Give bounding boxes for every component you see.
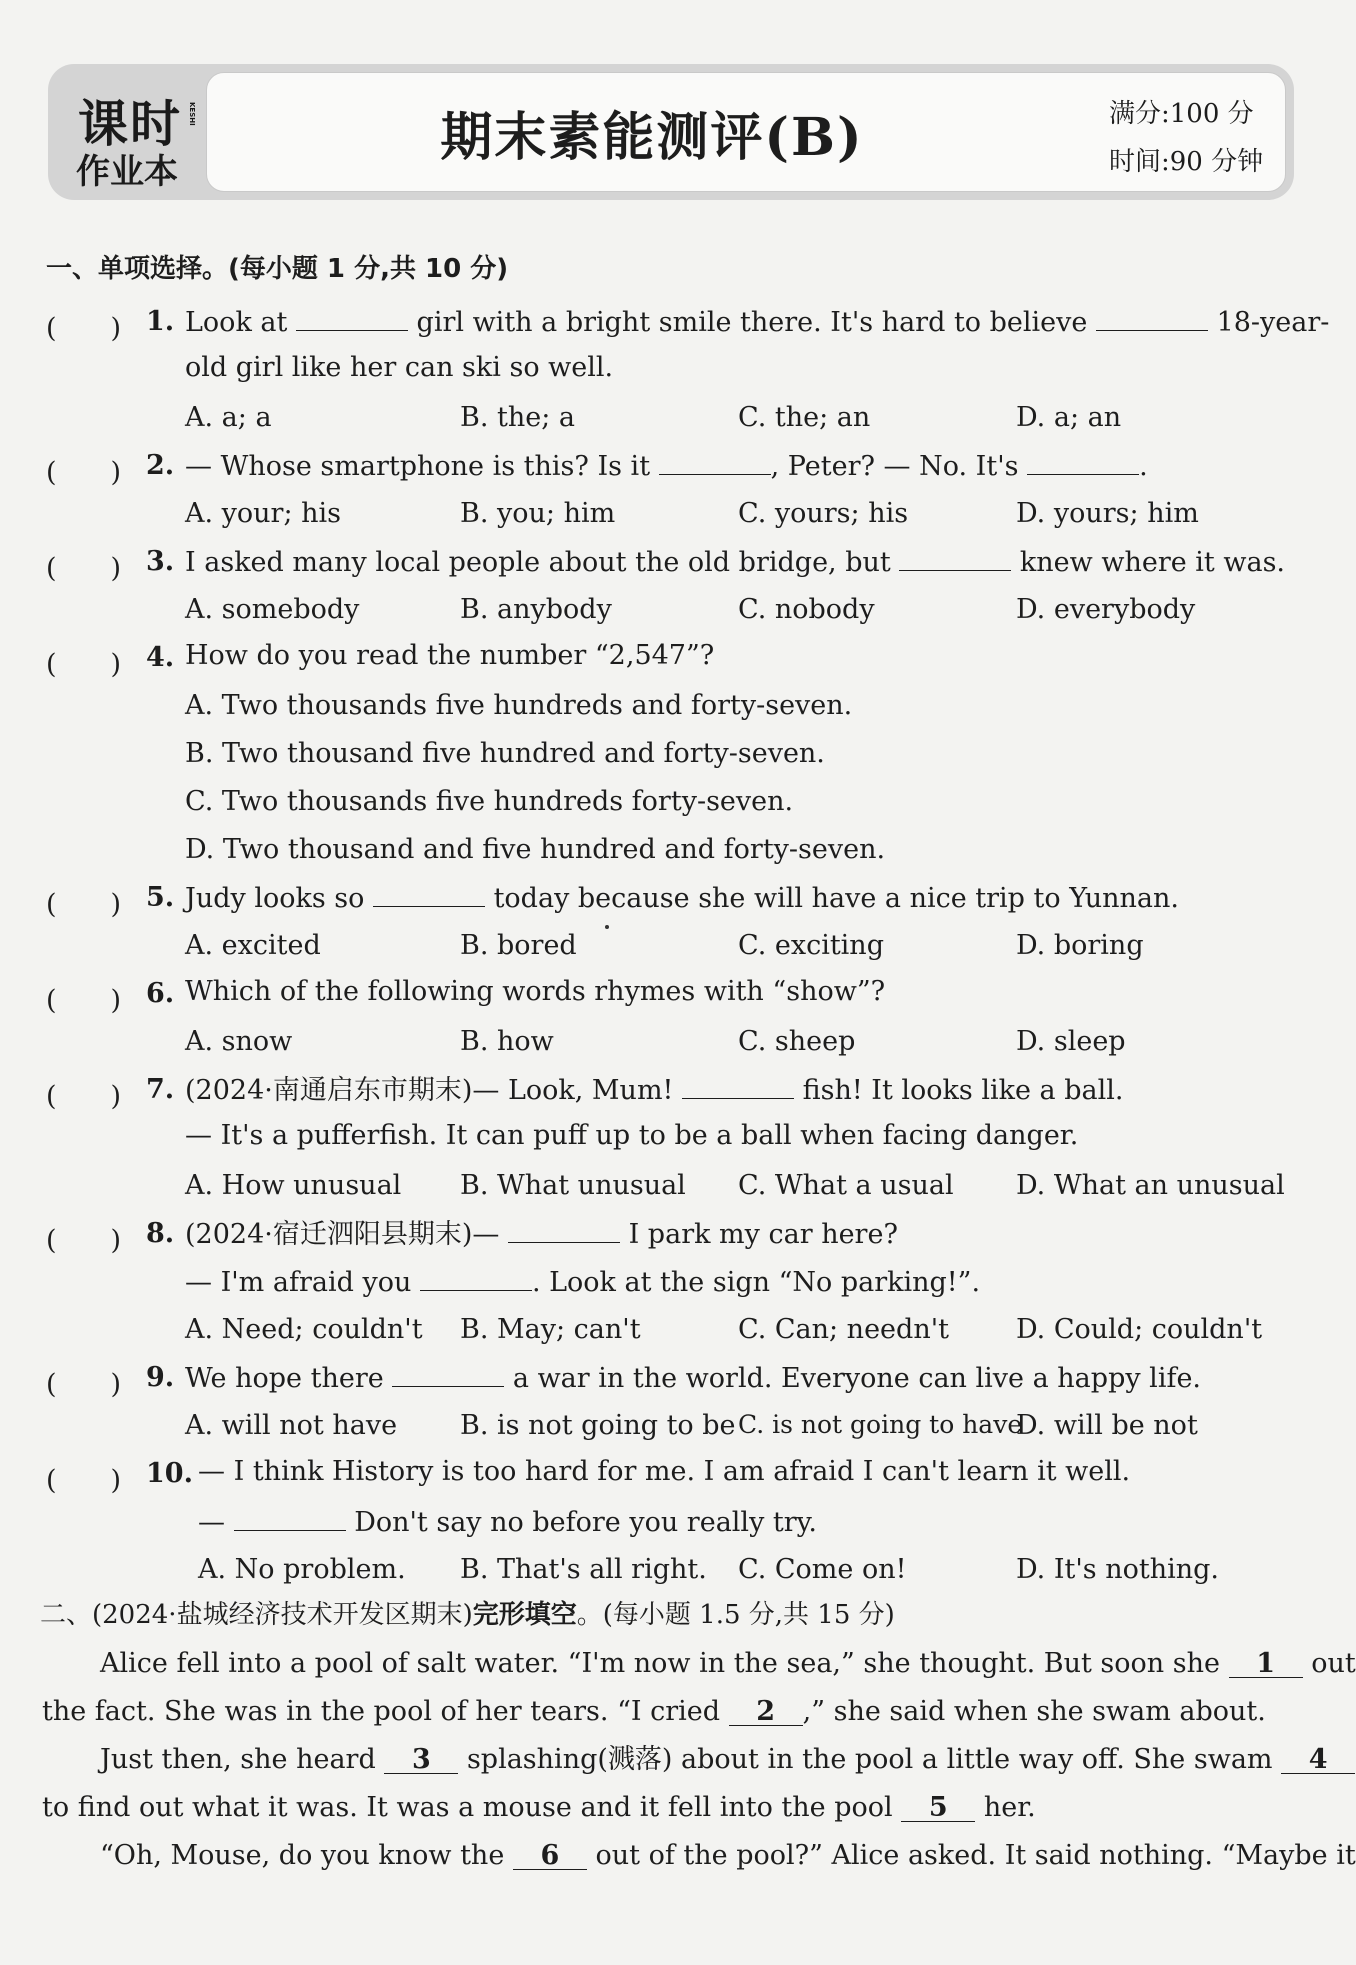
cloze-blank-6[interactable]: 6 xyxy=(513,1842,587,1870)
answer-blank[interactable] xyxy=(659,450,771,475)
option-c: C. yours; his xyxy=(738,498,909,529)
answer-paren[interactable]: ( ) xyxy=(46,1369,122,1400)
option-b: B. bored xyxy=(460,930,577,961)
answer-paren[interactable]: ( ) xyxy=(46,1081,122,1112)
option-a: A. No problem. xyxy=(198,1554,406,1585)
passage-text: to find out what it was. It was a mouse and it fell into the pool xyxy=(42,1792,893,1823)
question-text: — Whose smartphone is this? Is it xyxy=(185,451,651,482)
question-text: — I'm afraid you xyxy=(185,1267,412,1298)
option-c: C. Come on! xyxy=(738,1554,907,1585)
passage-text: her. xyxy=(983,1792,1036,1823)
option-b: B. the; a xyxy=(460,402,576,433)
passage-p2-line-1 xyxy=(100,1746,1355,1774)
cloze-blank-4[interactable]: 4 xyxy=(1281,1746,1355,1774)
option-b: B. anybody xyxy=(460,594,612,625)
answer-blank[interactable] xyxy=(1027,450,1139,475)
section-2-source: 二、(2024·盐城经济技术开发区期末) xyxy=(40,1600,473,1630)
option-a: A. somebody xyxy=(185,594,360,625)
passage-text: ,” she said when she swam about. xyxy=(802,1696,1266,1727)
question-text: We hope there xyxy=(185,1363,384,1394)
option-c: C. What a usual xyxy=(738,1170,954,1201)
question-text: knew where it was. xyxy=(1019,547,1286,578)
question-number: 7. xyxy=(146,1074,175,1105)
answer-blank[interactable] xyxy=(373,882,485,907)
page-title: 期末素能测评(B) xyxy=(440,107,864,168)
answer-paren[interactable]: ( ) xyxy=(46,889,122,920)
option-a: A. Two thousands five hundreds and forty-seven. xyxy=(185,690,853,721)
header-banner xyxy=(48,64,1294,200)
passage-text: Just then, she heard xyxy=(100,1744,376,1775)
passage-text: Alice fell into a pool of salt water. “I'm now in the sea,” she thought. But soon she xyxy=(100,1648,1220,1679)
option-b: B. is not going to be xyxy=(460,1410,736,1441)
question-number: 5. xyxy=(146,882,175,913)
passage-text: “Oh, Mouse, do you know the xyxy=(100,1840,505,1871)
answer-paren[interactable]: ( ) xyxy=(46,649,122,680)
answer-paren[interactable]: ( ) xyxy=(46,457,122,488)
question-text: Don't say no before you really try. xyxy=(354,1507,817,1538)
question-text: Look at xyxy=(185,307,288,338)
answer-blank[interactable] xyxy=(234,1506,346,1531)
option-c: C. exciting xyxy=(738,930,884,961)
brand-logo xyxy=(70,84,220,192)
question-text: today because she will have a nice trip to Yunnan. xyxy=(493,883,1179,914)
option-d: D. What an unusual xyxy=(1016,1170,1285,1201)
question-text: 18-year- xyxy=(1216,307,1330,338)
question-1-line-1 xyxy=(185,306,1329,336)
answer-blank[interactable] xyxy=(392,1362,504,1387)
option-d: D. It's nothing. xyxy=(1016,1554,1220,1585)
passage-p3-line-1 xyxy=(100,1842,1356,1870)
question-text: I asked many local people about the old bridge, but xyxy=(185,547,891,578)
question-7-line-2: — It's a pufferfish. It can puff up to be a ball when facing danger. xyxy=(185,1120,1079,1151)
question-5-line-1 xyxy=(185,882,1179,912)
option-c: C. Two thousands five hundreds forty-seven. xyxy=(185,786,794,817)
question-6-line-1: Which of the following words rhymes with “show”? xyxy=(185,976,886,1007)
option-b: B. What unusual xyxy=(460,1170,686,1201)
question-number: 10. xyxy=(146,1458,193,1489)
option-b: B. May; can't xyxy=(460,1314,641,1345)
section-2-type: 完形填空 xyxy=(472,1600,577,1630)
emphasis-dot xyxy=(605,925,609,929)
passage-p1-line-2 xyxy=(42,1698,1266,1726)
section-2-scoring: 。(每小题 1.5 分,共 15 分) xyxy=(576,1600,895,1630)
question-text: fish! It looks like a ball. xyxy=(802,1075,1124,1106)
option-d: D. everybody xyxy=(1016,594,1196,625)
section-1-heading-text: 一、单项选择。(每小题 1 分,共 10 分) xyxy=(46,254,509,284)
question-9-line-1 xyxy=(185,1362,1201,1392)
answer-blank[interactable] xyxy=(296,306,408,331)
option-d: D. Could; couldn't xyxy=(1016,1314,1263,1345)
option-d: D. yours; him xyxy=(1016,498,1199,529)
answer-blank[interactable] xyxy=(682,1074,794,1099)
question-4-line-1: How do you read the number “2,547”? xyxy=(185,640,715,671)
question-10-line-2 xyxy=(198,1506,817,1536)
passage-p2-line-2 xyxy=(42,1794,1036,1822)
passage-text: out xyxy=(1311,1648,1356,1679)
question-1-line-2: old girl like her can ski so well. xyxy=(185,352,614,383)
answer-paren[interactable]: ( ) xyxy=(46,1465,122,1496)
option-c: C. the; an xyxy=(738,402,871,433)
section-2-heading xyxy=(40,1602,895,1628)
time-limit: 时间:90 分钟 xyxy=(1109,147,1264,177)
option-a: A. Need; couldn't xyxy=(185,1314,423,1345)
question-text: a war in the world. Everyone can live a happy life. xyxy=(512,1363,1202,1394)
passage-text: out of the pool?” Alice asked. It said nothing. “Maybe it xyxy=(595,1840,1356,1871)
answer-blank[interactable] xyxy=(899,546,1011,571)
question-7-line-1 xyxy=(185,1074,1123,1104)
question-2-line-1 xyxy=(185,450,1148,480)
option-b: B. Two thousand five hundred and forty-seven. xyxy=(185,738,825,769)
option-b: B. you; him xyxy=(460,498,616,529)
logo-main-text: 课时 xyxy=(78,95,182,153)
option-d: D. sleep xyxy=(1016,1026,1126,1057)
answer-paren[interactable]: ( ) xyxy=(46,985,122,1016)
question-number: 2. xyxy=(146,450,175,481)
question-8-line-1 xyxy=(185,1218,898,1248)
cloze-blank-3[interactable]: 3 xyxy=(384,1746,458,1774)
section-1-heading xyxy=(46,256,508,282)
passage-text: the fact. She was in the pool of her tears. “I cried xyxy=(42,1696,721,1727)
question-number: 6. xyxy=(146,978,175,1009)
option-b: B. how xyxy=(460,1026,554,1057)
answer-paren[interactable]: ( ) xyxy=(46,313,122,344)
option-a: A. your; his xyxy=(185,498,342,529)
question-number: 3. xyxy=(146,546,175,577)
answer-blank[interactable] xyxy=(1096,306,1208,331)
option-c: C. is not going to have xyxy=(738,1410,1023,1439)
logo-tiny-text: KESHI xyxy=(188,102,196,126)
option-a: A. excited xyxy=(185,930,321,961)
question-text: . xyxy=(1139,451,1148,482)
full-score: 满分:100 分 xyxy=(1109,99,1254,129)
question-3-line-1 xyxy=(185,546,1285,576)
option-d: D. will be not xyxy=(1016,1410,1198,1441)
question-text: , Peter? — No. It's xyxy=(770,451,1019,482)
question-text: (2024·宿迁泗阳县期末)— xyxy=(185,1219,500,1250)
option-a: A. will not have xyxy=(185,1410,398,1441)
question-text: (2024·南通启东市期末)— Look, Mum! xyxy=(185,1075,674,1106)
question-text: — xyxy=(198,1507,225,1538)
title-box xyxy=(206,72,1286,192)
option-b: B. That's all right. xyxy=(460,1554,707,1585)
question-text: . Look at the sign “No parking!”. xyxy=(531,1267,981,1298)
question-text: Judy looks so xyxy=(185,883,365,914)
option-c: C. nobody xyxy=(738,594,875,625)
option-d: D. Two thousand and five hundred and forty-seven. xyxy=(185,834,886,865)
option-c: C. Can; needn't xyxy=(738,1314,949,1345)
question-number: 9. xyxy=(146,1362,175,1393)
answer-paren[interactable]: ( ) xyxy=(46,553,122,584)
option-a: A. snow xyxy=(185,1026,293,1057)
option-c: C. sheep xyxy=(738,1026,856,1057)
cloze-blank-2[interactable]: 2 xyxy=(729,1698,803,1726)
option-d: D. a; an xyxy=(1016,402,1122,433)
question-10-line-1: — I think History is too hard for me. I am afraid I can't learn it well. xyxy=(198,1456,1131,1487)
question-text: girl with a bright smile there. It's hard to believe xyxy=(416,307,1088,338)
answer-paren[interactable]: ( ) xyxy=(46,1225,122,1256)
question-number: 4. xyxy=(146,642,175,673)
answer-blank[interactable] xyxy=(508,1218,620,1243)
question-text: I park my car here? xyxy=(628,1219,898,1250)
logo-sub-text: 作业本 xyxy=(76,152,178,192)
cloze-blank-1[interactable]: 1 xyxy=(1229,1650,1303,1678)
option-a: A. How unusual xyxy=(185,1170,402,1201)
passage-p1-line-1 xyxy=(100,1650,1356,1678)
option-d: D. boring xyxy=(1016,930,1144,961)
option-a: A. a; a xyxy=(185,402,272,433)
question-8-line-2 xyxy=(185,1266,980,1296)
question-number: 1. xyxy=(146,306,175,337)
passage-text: splashing(溅落) about in the pool a little way off. She swam xyxy=(466,1744,1273,1775)
question-number: 8. xyxy=(146,1218,175,1249)
cloze-blank-5[interactable]: 5 xyxy=(901,1794,975,1822)
answer-blank[interactable] xyxy=(420,1266,532,1291)
